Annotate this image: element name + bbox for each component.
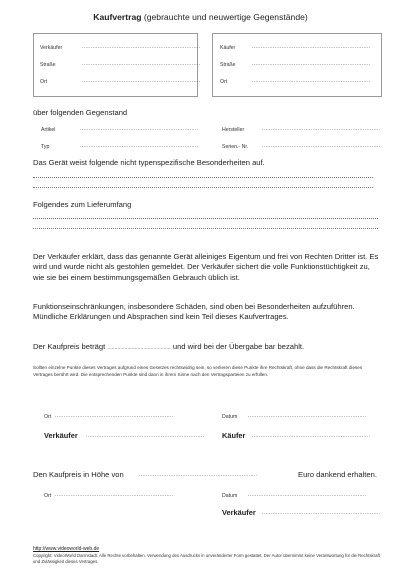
price-field[interactable]: ............................................ (107, 345, 171, 351)
buyer-city-label: Ort (220, 79, 228, 85)
type-label: Typ (41, 144, 50, 150)
seller-receipt-signature-field[interactable]: .................................................................... (262, 510, 381, 516)
special-features-line-1[interactable] (33, 177, 373, 178)
sign2-city-field[interactable]: .................................................................... (55, 492, 174, 498)
seller-city-label: Ort (40, 79, 48, 85)
severability-clause: Sollten einzelne Punkte dieses Vertrages aufgrund eines Gesetzes rechtswidrig sein, so verlieren diese Punkte ihre Rechtskraft, ohne dass die Rechtskraft dieses Vertrages berührt wird. Die entsprechenden Punkte sind dann in ihrem Sinne nach den Vertragsparteien zu erfüllen. (33, 365, 363, 377)
article-label: Artikel (41, 127, 56, 133)
buyer-name-field[interactable]: .................................................................... (252, 44, 371, 50)
receipt-amount-field[interactable]: .................................................................... (139, 472, 258, 478)
footer-copyright: Copyright: VideoWorld Darmstadt. Alle Rechte vorbehalten. Verwendung des Ausdrucks in unveränderter Form gestattet. Der Autor übernimmt keine Verantwortung für die Rechtskraft und Zulässigkeit dieses Vertrages. (33, 553, 380, 564)
price-line (33, 342, 304, 353)
seller-name-field[interactable]: .................................................................... (82, 44, 201, 50)
sign2-city-label: Ort (44, 493, 52, 499)
delivery-line-1[interactable] (33, 218, 378, 219)
special-features-heading: Das Gerät weist folgende nicht typenspezifische Besonderheiten auf. (33, 158, 265, 167)
price-prefix: Der Kaufpreis beträgt (33, 342, 106, 351)
manufacturer-field[interactable]: .................................................................... (262, 126, 381, 132)
sign1-city-field[interactable]: .................................................................... (55, 413, 174, 419)
receipt-prefix: Den Kaufpreis in Höhe von (33, 470, 124, 479)
buyer-label: Käufer (220, 45, 236, 51)
article-field[interactable]: .................................................................... (80, 126, 199, 132)
contract-title (0, 12, 401, 22)
seller-label: Verkäufer (40, 45, 63, 51)
seller-city-field[interactable]: .................................................................... (82, 78, 201, 84)
seller-receipt-signature-label: Verkäufer (222, 508, 256, 517)
seller-street-label: Straße (40, 62, 56, 68)
ownership-paragraph: Der Verkäufer erklärt, dass das genannte Gerät alleiniges Eigentum und frei von Rechten Dritter ist. Es wird und wurde nicht als gestohlen gemeldet. Der Verkäufer sichert die volle Funktionstüchtigkeit zu, wie sie bei einem bestimmungsgemäßen Gebrauch üblich ist. (33, 252, 379, 282)
contract-title-bold: Kaufvertrag (93, 12, 142, 22)
manufacturer-label: Hersteller (222, 127, 245, 133)
delivery-line-2[interactable] (33, 228, 378, 229)
buyer-street-field[interactable]: .................................................................... (252, 61, 371, 67)
price-suffix: und wird bei der Übergabe bar bezahlt. (172, 342, 305, 351)
sign2-date-field[interactable]: .................................................................... (248, 492, 367, 498)
delivery-heading: Folgendes zum Lieferumfang (33, 200, 132, 209)
seller-signature-field[interactable]: .................................................................... (86, 433, 205, 439)
buyer-city-field[interactable]: .................................................................... (252, 78, 371, 84)
buyer-signature-label: Käufer (222, 431, 246, 440)
serial-label: Serien.- Nr. (222, 144, 249, 150)
sign2-date-label: Datum (222, 493, 238, 499)
serial-field[interactable]: .................................................................... (262, 143, 381, 149)
sign1-date-label: Datum (222, 414, 238, 420)
buyer-street-label: Straße (220, 62, 236, 68)
contract-title-rest: (gebrauchte und neuwertige Gegenstände) (143, 12, 308, 22)
sign1-date-field[interactable]: .................................................................... (248, 413, 367, 419)
sign1-city-label: Ort (44, 414, 52, 420)
type-field[interactable]: .................................................................... (80, 143, 199, 149)
limitations-paragraph: Funktionseinschränkungen, insbesondere Schäden, sind oben bei Besonderheiten aufzuführen. Mündliche Erklärungen und Absprachen sind kein Teil dieses Kaufvertrages. (33, 302, 355, 322)
footer-link[interactable]: http://www.videoworld-web.de (33, 546, 100, 552)
subject-heading: über folgenden Gegenstand (33, 108, 128, 117)
seller-street-field[interactable]: .................................................................... (82, 61, 201, 67)
buyer-signature-field[interactable]: .................................................................... (252, 433, 371, 439)
receipt-suffix: Euro dankend erhalten. (298, 470, 377, 479)
special-features-line-2[interactable] (33, 187, 373, 188)
seller-signature-label: Verkäufer (44, 431, 78, 440)
